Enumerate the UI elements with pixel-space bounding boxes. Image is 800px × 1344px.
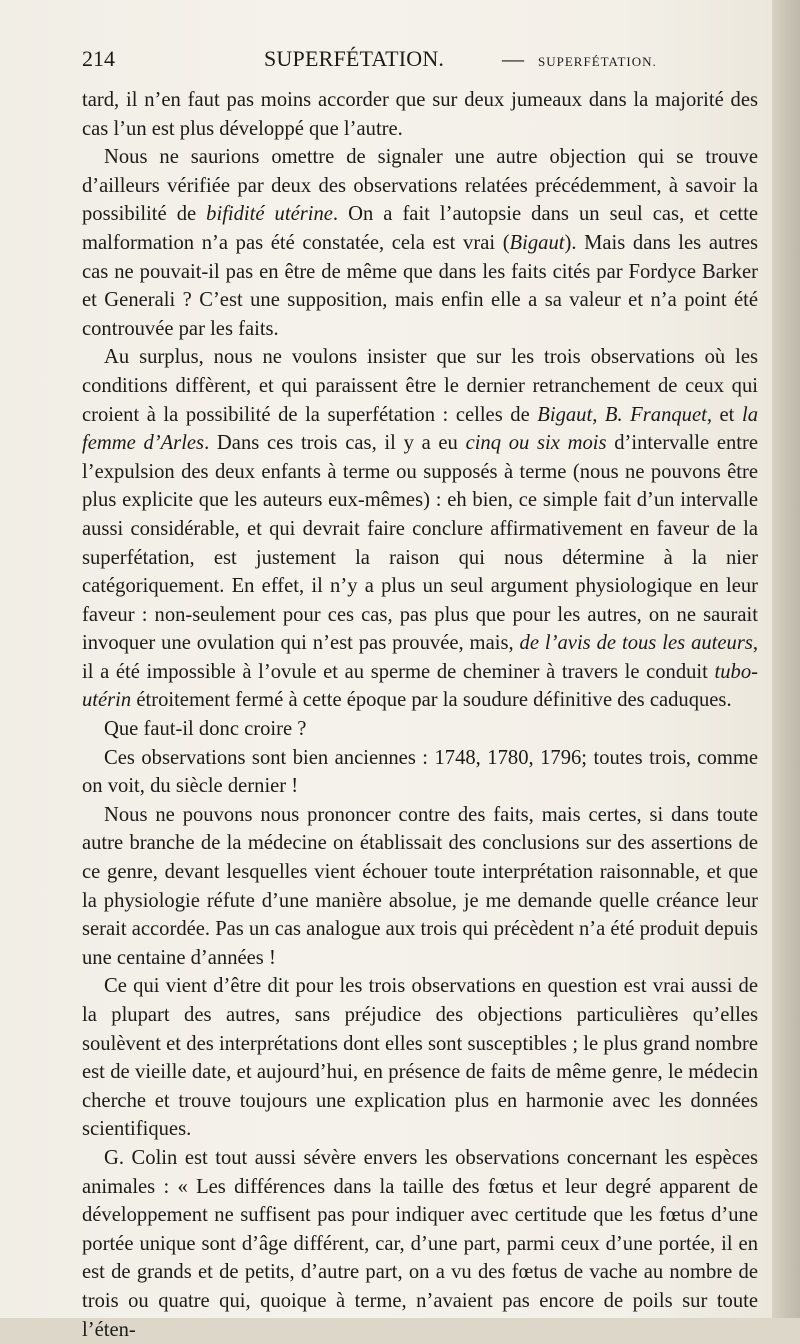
paragraph xyxy=(82,343,758,715)
paragraph xyxy=(82,715,758,744)
text-run: Ce qui vient d’être dit pour les trois observations en question est vrai aussi de la plupart des autres, sans préjudice des objections particulières qu’elles soulèvent et des interprétations dont elles sont susceptibles ; le plus grand nombre est de vieille date, et aujourd’hui, en présence de faits de même genre, le médecin cherche et trouve toujours une explication plus en harmonie avec les données scientifiques. xyxy=(82,975,758,1141)
text-run: Que faut-il donc croire ? xyxy=(104,718,307,741)
text-run: Au surplus, nous ne voulons insister que sur les trois observations où les conditions diffèrent, et qui paraissent être le dernier retranchement de ceux qui croient à la possibilité de la superfétation : celles de xyxy=(82,346,758,426)
page-number: 214 xyxy=(82,46,115,71)
running-subtitle: SUPERFÉTATION. xyxy=(538,54,657,69)
text-run: . On a fait l’autopsie dans un seul cas, et cette malformation n’a pas été constatée, cela est vrai ( xyxy=(82,203,759,254)
paragraph xyxy=(82,143,758,343)
paragraph xyxy=(82,744,758,801)
italic-text: Bigaut xyxy=(509,231,565,254)
paragraph xyxy=(82,972,758,1144)
italic-text: de l’avis de tous les auteurs xyxy=(519,632,753,655)
text-run: . Dans ces trois cas, il y a eu xyxy=(204,432,466,455)
italic-text: Bigaut, B. Franquet, xyxy=(537,403,712,426)
italic-text: cinq ou six mois xyxy=(465,432,607,455)
text-run: d’intervalle entre l’expulsion des deux enfants à terme ou supposés à terme (nous ne pouvons être plus explicite que les auteurs eux-mêmes) : eh bien, ce simple fait d’un intervalle aussi considérable, et qui devrait faire conclure affirmativement en faveur de la superfétation, est justement la raison qui nous détermine à la nier catégoriquement. En effet, il n’y a plus un seul argument physiologique en leur faveur : non-seulement pour ces cas, pas plus que pour les autres, on ne saurait invoquer une ovulation qui n’est pas prouvée, mais, xyxy=(82,432,758,655)
italic-text: bifidité utérine xyxy=(206,203,333,226)
running-dash: — xyxy=(502,46,524,71)
text-run: tard, il n’en faut pas moins accorder que sur deux jumeaux dans la majorité des cas l’un est plus développé que l’autre. xyxy=(82,89,758,140)
paragraph xyxy=(82,1144,758,1344)
paragraph xyxy=(82,86,758,143)
text-run: et xyxy=(711,403,742,426)
italic-text: tubo-utérin xyxy=(82,660,758,712)
page-edge-shadow xyxy=(772,0,800,1318)
text-run: Ces observations sont bien anciennes : 1748, 1780, 1796; toutes trois, comme on voit, du siècle dernier ! xyxy=(82,746,758,798)
paragraph xyxy=(82,801,758,973)
running-head xyxy=(82,44,758,76)
text-run: Nous ne pouvons nous prononcer contre des faits, mais certes, si dans toute autre branche de la médecine on établissait des conclusions sur des assertions de ce genre, devant lesquelles vient échouer toute interprétation raisonnable, et que la physiologie réfute d’une manière absolue, je me demande quelle créance leur serait accordée. Pas un cas analogue aux trois qui précèdent n’a été produit depuis une centaine d’années ! xyxy=(82,803,758,969)
running-title: SUPERFÉTATION. xyxy=(264,46,445,71)
text-run: ). Mais dans les autres cas ne pouvait-il pas en être de même que dans les faits cités par Fordyce Barker et Generali ? C’est une supposition, mais enfin elle a sa valeur et n’a point été controuvée par les faits. xyxy=(82,231,758,340)
text-run: , il a été impossible à l’ovule et au sperme de cheminer à travers le conduit xyxy=(82,632,759,683)
text-run: G. Colin est tout aussi sévère envers les observations concernant les espèces animales : « Les différences dans la taille des fœtus et leur degré apparent de développement ne suffisent pas pour indiquer avec certitude que les fœtus d’une portée unique sont d’âge différent, car, d’une part, parmi ceux d’une portée, il en est de grands et de petits, d’autre part, on a vu des fœtus de vache au nombre de trois ou quatre qui, quoique à terme, n’avaient pas encore de poils sur toute l’éten- xyxy=(82,1146,758,1341)
italic-text: la femme d’Arles xyxy=(82,403,758,455)
text-run: Nous ne saurions omettre de signaler une autre objection qui se trouve d’ailleurs vérifiée par deux des observations relatées précédemment, à savoir la possibilité de xyxy=(82,146,758,226)
body-text xyxy=(82,86,758,1344)
text-run: étroitement fermé à cette époque par la soudure définitive des caduques. xyxy=(131,689,732,712)
